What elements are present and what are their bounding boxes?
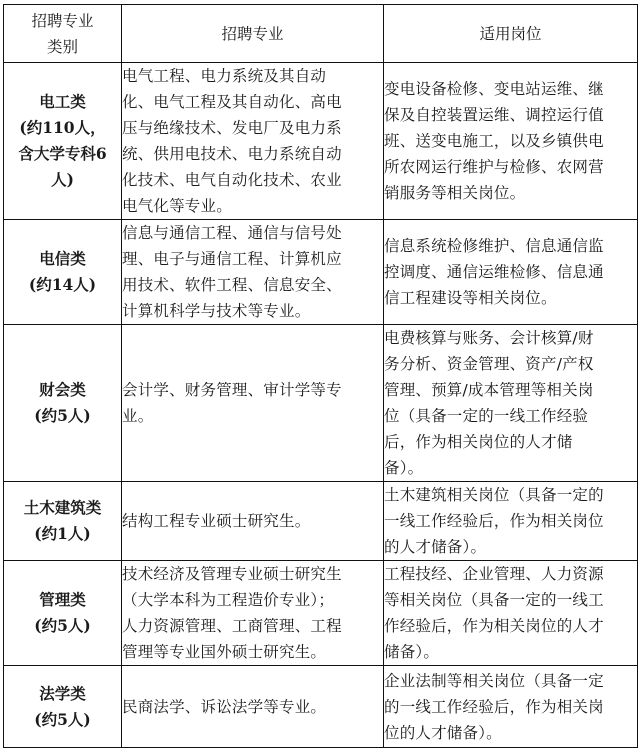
positions-cell [384,666,638,748]
majors-line: 理、电子与通信工程、计算机应 [122,250,342,268]
positions-line: 工程技经、企业管理、人力资源 [384,565,604,583]
majors-line: 电气化等专业。 [122,197,232,215]
category-line: 含大学专科6 [18,144,107,163]
category-line: 财会类 [39,380,86,399]
header-category-line: 类别 [46,37,78,56]
majors-line: 用技术、软件工程、信息安全、 [122,276,342,294]
positions-line: 位（具备一定的一线工作经验 [384,407,589,425]
positions-line: 作经验后，作为相关岗位的人才 [384,617,604,635]
header-majors: 招聘专业 [122,5,384,63]
majors-line: 化、电气工程及其自动化、高电 [122,93,342,111]
positions-line: 一线工作经验后，作为相关岗位 [384,512,604,530]
majors-line: 管理等专业国外硕士研究生。 [122,643,327,661]
majors-line: （大学本科为工程造价专业）； [122,591,335,609]
majors-cell [122,220,384,325]
positions-line: 的人才储备）。 [384,538,487,556]
positions-line: 后，作为相关岗位的人才储 [384,433,573,451]
positions-line: 储备）。 [384,643,440,661]
majors-line: 化技术、电气自动化技术、农业 [122,171,342,189]
positions-cell [384,325,638,482]
category-line: 法学类 [39,683,86,703]
positions-line: 信息系统检修维护、信息通信监 [384,237,604,255]
table-row [4,561,638,666]
majors-line: 民商法学、诉讼法学等专业。 [122,697,327,716]
positions-line: 班、送变电施工，以及乡镇供电 [384,132,604,150]
table-row [4,482,638,561]
majors-cell [122,63,384,220]
positions-line: 等相关岗位（具备一定的一线工 [384,591,604,609]
positions-line: 销服务等相关岗位。 [384,184,526,202]
category-line: 人) [51,170,74,189]
table-row [4,63,638,220]
category-line: (约5人) [34,406,91,425]
table-row [4,325,638,482]
category-line: 电工类 [39,92,86,111]
table-row [4,220,638,325]
majors-cell [122,325,384,482]
header-category-line: 招聘专业 [31,11,94,30]
category-line: 管理类 [39,590,86,609]
majors-line: 信息与通信工程、通信与信号处 [122,224,342,242]
majors-line: 会计学、财务管理、审计学等专 [122,381,342,399]
majors-line: 电气工程、电力系统及其自动 [122,67,327,85]
majors-cell [122,561,384,666]
majors-line: 压与绝缘技术、发电厂及电力系 [122,119,342,137]
positions-line: 保及自控装置运维、调控运行值 [384,106,604,124]
category-line: (约5人) [34,616,91,635]
majors-line: 统、供用电技术、电力系统自动 [122,145,342,163]
category-line: (约1人) [34,524,91,543]
positions-line: 电费核算与账务、会计核算/财 [384,329,594,347]
majors-cell [122,666,384,748]
category-cell [4,482,122,561]
positions-cell [384,220,638,325]
header-category [4,5,122,63]
positions-line: 位的人才储备）。 [384,723,502,742]
majors-line: 结构工程专业硕士研究生。 [122,512,311,530]
recruitment-table [3,4,638,748]
table-row [4,666,638,748]
category-cell [4,325,122,482]
positions-line: 控调度、通信运维检修、信息通 [384,263,604,281]
category-line: (约14人) [28,275,97,294]
positions-line: 所农网运行维护与检修、农网营 [384,158,604,176]
majors-cell [122,482,384,561]
positions-line: 的一线工作经验后，作为相关岗 [384,697,604,716]
majors-line: 业。 [122,407,154,425]
positions-line: 务分析、资金管理、资产/产权 [384,355,594,373]
category-cell [4,561,122,666]
positions-line: 管理、预算/成本管理等相关岗 [384,381,594,399]
positions-cell [384,561,638,666]
majors-line: 技术经济及管理专业硕士研究生 [122,565,342,583]
positions-line: 备）。 [384,459,424,477]
majors-line: 计算机科学与技术等专业。 [122,302,311,320]
category-line: (约5人) [34,709,91,729]
positions-cell [384,482,638,561]
category-cell [4,666,122,748]
category-line: 土木建筑类 [23,498,102,517]
majors-line: 人力资源管理、工商管理、工程 [122,617,342,635]
category-line: (约110人， [19,118,106,137]
category-cell [4,220,122,325]
header-row [4,5,638,63]
positions-line: 土木建筑相关岗位（具备一定的 [384,486,604,504]
category-cell [4,63,122,220]
category-line: 电信类 [39,249,86,268]
positions-cell [384,63,638,220]
positions-line: 信工程建设等相关岗位。 [384,289,557,307]
positions-line: 变电设备检修、变电站运维、继 [384,80,604,98]
header-positions: 适用岗位 [384,5,638,63]
positions-line: 企业法制等相关岗位（具备一定 [384,671,604,690]
